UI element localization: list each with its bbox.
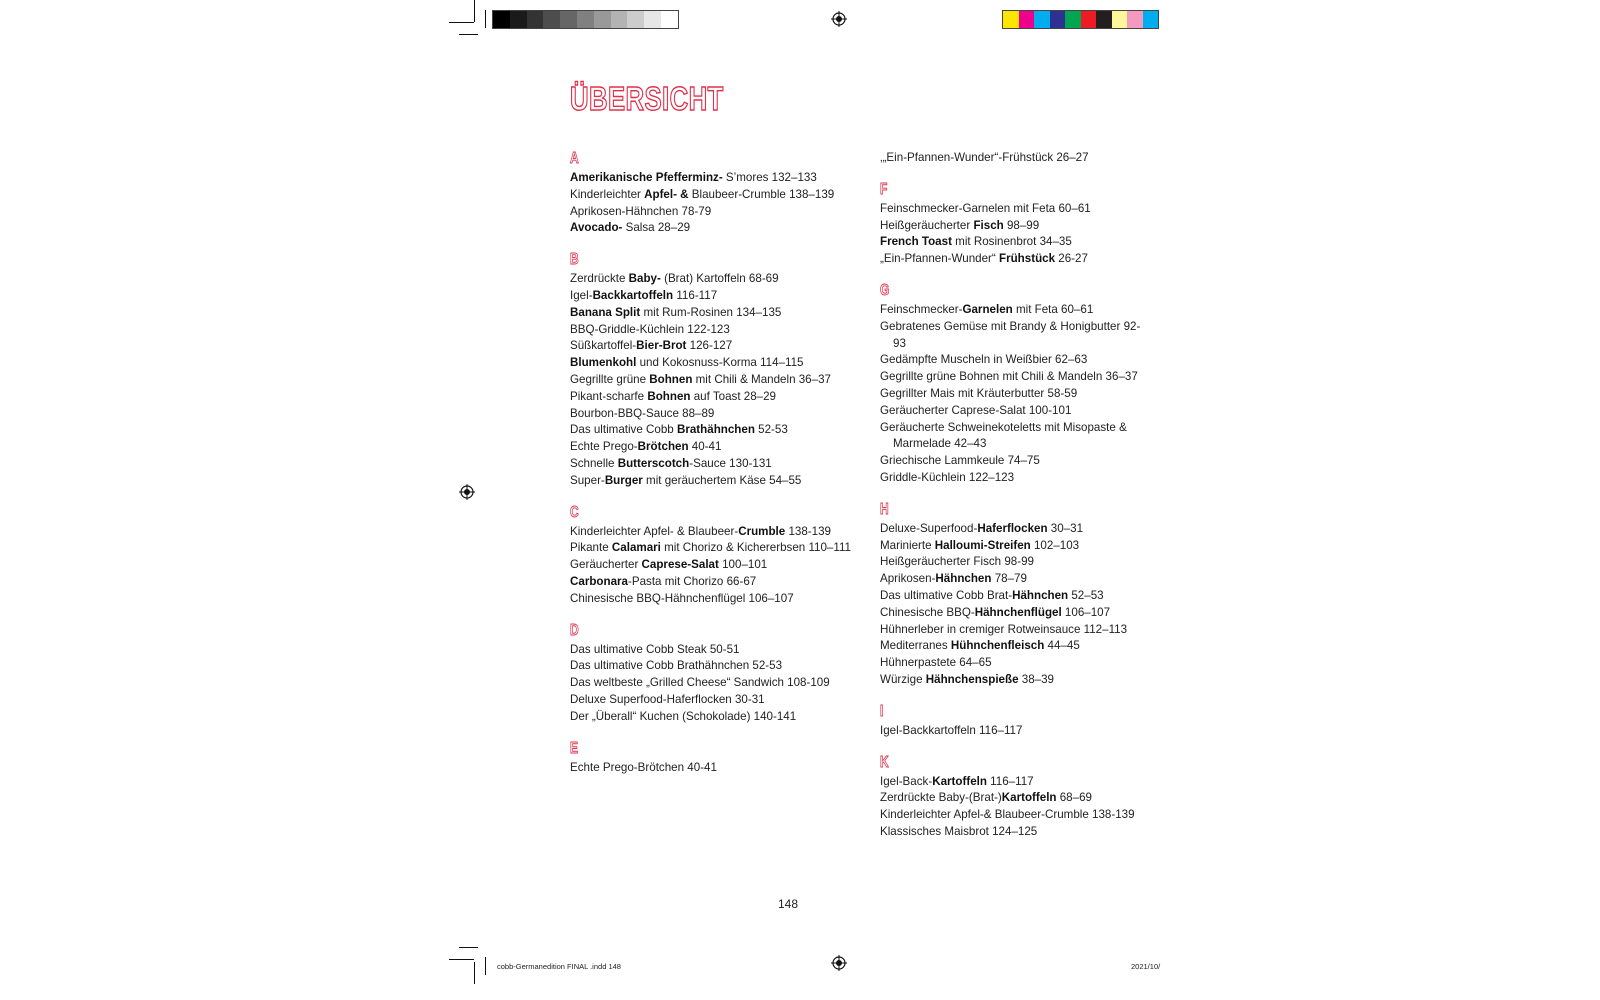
index-text: Gegrillte grüne [570,372,650,386]
index-entry [880,403,1150,420]
index-text: 78–79 [991,572,1027,586]
index-group [880,501,1150,689]
index-text: Pikant-scharfe [570,389,648,403]
index-entry [570,389,860,406]
index-keyword: Brötchen [637,440,689,454]
slug-filename: cobb-Germanedition FINAL .indd 148 [497,962,621,971]
index-text: Gegrillte grüne Bohnen mit Chili & Mandeln 36–37 [880,370,1138,384]
index-text: Heißgeräucherter [880,218,974,232]
index-text: Kinderleichter [570,187,645,201]
index-group [570,150,860,237]
calibration-swatch [493,11,510,28]
index-keyword: Fisch [973,218,1004,232]
index-keyword: Hähnchenspieße [925,672,1019,686]
index-letter: B [570,251,579,269]
index-text: Geräucherte Schweinekoteletts mit Misopaste & Marmelade 42–43 [880,420,1127,451]
index-entry [570,658,860,675]
index-text: 116–117 [986,774,1034,788]
index-text: 52–53 [1068,588,1104,602]
page-title: ÜBERSICHT [570,80,724,117]
crop-mark [459,34,478,35]
index-text: mit Feta 60–61 [1012,302,1094,316]
index-keyword: Kartoffeln [1001,791,1057,805]
index-text: Echte Prego- [570,440,638,454]
index-keyword: Bohnen [649,372,693,386]
index-text: Igel-Backkartoffeln 116–117 [880,723,1023,737]
index-group [570,622,860,726]
index-entry [880,150,1150,167]
index-keyword: French Toast [880,235,952,249]
index-text: 102–103 [1030,538,1080,552]
registration-mark-icon [831,955,847,971]
index-text: Heißgeräucherter Fisch 98-99 [880,555,1035,569]
index-entry [880,774,1150,791]
index-text: 116-117 [673,288,718,302]
crop-mark [485,10,486,28]
index-text: Zerdrückte Baby-(Brat-) [880,791,1002,805]
calibration-swatch [1112,11,1128,28]
index-entry [880,470,1150,487]
index-entry [570,574,860,591]
index-entry [880,352,1150,369]
index-entry [570,288,860,305]
index-entry [570,760,860,777]
index-text: ‚„Ein-Pfannen-Wunder“-Frühstück 26–27 [880,151,1089,164]
index-entry [570,322,860,339]
index-letter: K [880,753,889,771]
calibration-swatch [543,11,560,28]
index-entry [880,369,1150,386]
index-entry [570,406,860,423]
index-text: Hühnerpastete 64–65 [880,656,992,670]
index-keyword: Brathähnchen [676,423,755,437]
index-entry [570,439,860,456]
crop-mark [459,947,478,948]
index-text: „Ein-Pfannen-Wunder“ [880,252,999,266]
index-entry [570,675,860,692]
index-entry [880,672,1150,689]
index-text: 100–101 [718,558,768,572]
registration-mark-icon [459,484,475,500]
index-text: Chinesische BBQ- [880,605,975,619]
index-keyword: Blumenkohl [570,356,637,370]
index-keyword: Baby- [628,272,661,286]
index-text: 52-53 [754,423,788,437]
index-entry [880,234,1150,251]
index-entry [880,521,1150,538]
index-entry [570,524,860,541]
index-entry [570,456,860,473]
index-column-left [570,150,860,790]
index-text: Kinderleichter Apfel- & Blaubeer- [570,524,739,538]
index-text: mit Chorizo & Kichererbsen 110–111 [660,541,851,555]
index-text: Das ultimative Cobb Steak 50-51 [570,642,740,656]
calibration-swatch [661,11,678,28]
index-entry [880,807,1150,824]
index-text: Pikante [570,541,612,555]
index-text: Bourbon-BBQ-Sauce 88–89 [570,406,715,420]
index-keyword: Avocado- [570,221,623,235]
index-group [570,251,860,489]
index-group [880,703,1150,740]
crop-mark [449,959,474,960]
index-text: Geräucherter Caprese-Salat 100-101 [880,403,1072,417]
index-text: Salsa 28–29 [622,221,691,235]
index-text: (Brat) Kartoffeln 68-69 [660,272,779,286]
index-letter: G [880,281,890,299]
calibration-swatch [527,11,544,28]
registration-mark-icon [831,11,847,27]
calibration-swatch [560,11,577,28]
index-keyword: Banana Split [570,305,641,319]
index-text: Süßkartoffel- [570,339,637,353]
index-text: Würzige [880,672,926,686]
index-text: 138-139 [785,524,832,538]
calibration-swatch [1050,11,1066,28]
page-number: 148 [778,897,799,911]
index-letter: A [570,150,579,167]
index-entry [880,201,1150,218]
calibration-swatch [594,11,611,28]
index-entry [880,824,1150,841]
index-text: mit Chili & Mandeln 36–37 [692,372,831,386]
index-group [880,282,1150,487]
index-text: 40-41 [688,440,722,454]
calibration-swatch [1019,11,1035,28]
index-entry [880,420,1150,454]
index-entry [880,453,1150,470]
index-text: Zerdrückte [570,272,629,286]
calibration-swatch [611,11,628,28]
index-text: Gegrillter Mais mit Kräuterbutter 58-59 [880,386,1078,400]
index-text: -Pasta mit Chorizo 66-67 [628,574,757,588]
index-text: mit geräuchertem Käse 54–55 [642,473,802,487]
index-keyword: Kartoffeln [932,774,987,788]
index-keyword: Caprese-Salat [641,558,719,572]
index-text: 98–99 [1003,218,1040,232]
index-group [880,181,1150,268]
index-text: S’mores 132–133 [722,171,817,184]
index-text: Das ultimative Cobb Brat- [880,588,1013,602]
index-letter: H [880,500,889,518]
index-text: 126-127 [686,339,733,353]
index-entry [570,220,860,237]
index-text: Klassisches Maisbrot 124–125 [880,824,1038,838]
index-entry [880,605,1150,622]
index-group [570,504,860,608]
index-text: Marinierte [880,538,935,552]
crop-mark [449,22,474,23]
index-entry [570,557,860,574]
index-text: Blaubeer-Crumble 138–139 [688,187,835,201]
index-entry [880,218,1150,235]
index-group [880,150,1150,167]
index-text: Das ultimative Cobb [570,423,677,437]
index-text: mit Rosinenbrot 34–35 [951,235,1072,249]
index-text: Chinesische BBQ-Hähnchenflügel 106–107 [570,591,794,605]
index-column-right [880,150,1150,855]
index-entry [880,251,1150,268]
index-entry [570,473,860,490]
crop-mark [485,957,486,975]
index-keyword: Frühstück [999,252,1056,266]
index-entry [880,386,1150,403]
index-text: Griechische Lammkeule 74–75 [880,454,1040,468]
calibration-swatch [577,11,594,28]
index-entry [570,372,860,389]
calibration-swatch [510,11,527,28]
index-keyword: Crumble [738,524,786,538]
index-text: Gebratenes Gemüse mit Brandy & Honigbutter 92-93 [880,319,1141,350]
index-text: Der „Überall“ Kuchen (Schokolade) 140-141 [570,709,797,723]
index-text: 44–45 [1044,639,1080,653]
index-group [880,754,1150,841]
calibration-swatch [1096,11,1112,28]
index-text: Feinschmecker-Garnelen mit Feta 60–61 [880,201,1091,215]
index-text: Echte Prego-Brötchen 40-41 [570,760,717,774]
index-text: Geräucherter [570,558,642,572]
calibration-swatch [1065,11,1081,28]
index-text: auf Toast 28–29 [690,389,777,403]
index-text: Das weltbeste „Grilled Cheese“ Sandwich 108-109 [570,676,830,690]
index-text: Igel-Back- [880,774,933,788]
index-text: 30–31 [1047,521,1084,535]
index-text: Das ultimative Cobb Brathähnchen 52-53 [570,659,783,673]
calibration-swatch [1081,11,1097,28]
index-keyword: Hähnchen [1012,588,1069,602]
index-text: und Kokosnuss-Korma 114–115 [636,356,804,370]
index-group [570,740,860,777]
index-text: Griddle-Küchlein 122–123 [880,470,1015,484]
grayscale-calibration-bar [492,10,679,29]
index-entry [880,622,1150,639]
index-keyword: Carbonara [570,574,628,588]
index-entry [570,187,860,204]
index-text: Deluxe-Superfood- [880,521,978,535]
index-text: Aprikosen-Hähnchen 78-79 [570,204,712,218]
index-entry [570,422,860,439]
index-entry [570,355,860,372]
index-letter: C [570,503,579,521]
index-text: 68–69 [1056,791,1092,805]
color-calibration-bar [1002,10,1159,29]
index-letter: E [570,739,579,757]
index-text: Hühnerleber in cremiger Rotweinsauce 112–113 [880,622,1128,636]
index-text: Schnelle [570,456,618,470]
index-letter: D [570,621,579,639]
index-keyword: Calamari [611,541,661,555]
calibration-swatch [1143,11,1159,28]
index-text: Kinderleichter Apfel-& Blaubeer-Crumble 138-139 [880,808,1135,822]
index-entry [570,204,860,221]
index-text: mit Rum-Rosinen 134–135 [640,305,782,319]
index-text: Super- [570,473,605,487]
index-text: 106–107 [1061,605,1111,619]
calibration-swatch [644,11,661,28]
index-entry [570,170,860,187]
index-text: Aprikosen- [880,572,936,586]
index-entry [880,302,1150,319]
index-entry [570,642,860,659]
index-keyword: Butterscotch [617,456,690,470]
index-text: Feinschmecker- [880,302,963,316]
index-entry [570,271,860,288]
index-keyword: Backkartoffeln [592,288,674,302]
index-entry [570,305,860,322]
index-text: Deluxe Superfood-Haferflocken 30-31 [570,692,765,706]
index-text: BBQ-Griddle-Küchlein 122-123 [570,322,730,336]
index-keyword: Halloumi-Streifen [934,538,1031,552]
index-text: 38–39 [1018,672,1054,686]
index-entry [880,588,1150,605]
index-keyword: Hühnchenfleisch [950,639,1045,653]
calibration-swatch [1034,11,1050,28]
index-entry [570,338,860,355]
index-keyword: Bier-Brot [636,339,687,353]
index-letter: I [880,702,884,720]
index-keyword: Hähnchen [935,572,992,586]
index-entry [880,571,1150,588]
index-text: -Sauce 130-131 [689,456,772,470]
index-entry [880,655,1150,672]
index-entry [570,709,860,726]
index-keyword: Amerikanische Pfefferminz- [570,171,723,184]
index-entry [880,554,1150,571]
index-keyword: Haferflocken [977,521,1048,535]
index-entry [880,638,1150,655]
crop-mark [474,0,475,22]
index-entry [880,723,1150,740]
index-keyword: Bohnen [647,389,691,403]
index-entry [570,692,860,709]
index-entry [570,591,860,608]
index-entry [880,319,1150,353]
index-entry [880,538,1150,555]
index-keyword: Garnelen [962,302,1013,316]
index-keyword: Hähnchenflügel [974,605,1062,619]
index-keyword: Burger [604,473,643,487]
index-text: Gedämpfte Muscheln in Weißbier 62–63 [880,353,1088,367]
calibration-swatch [627,11,644,28]
index-keyword: Apfel- & [644,187,689,201]
index-text: Igel- [570,288,593,302]
calibration-swatch [1127,11,1143,28]
index-text: 26-27 [1055,252,1088,266]
index-entry [880,790,1150,807]
index-letter: F [880,180,888,198]
crop-mark [474,962,475,984]
calibration-swatch [1003,11,1019,28]
index-text: Mediterranes [880,639,951,653]
index-entry [570,540,860,557]
slug-date: 2021/10/ [1131,962,1161,971]
